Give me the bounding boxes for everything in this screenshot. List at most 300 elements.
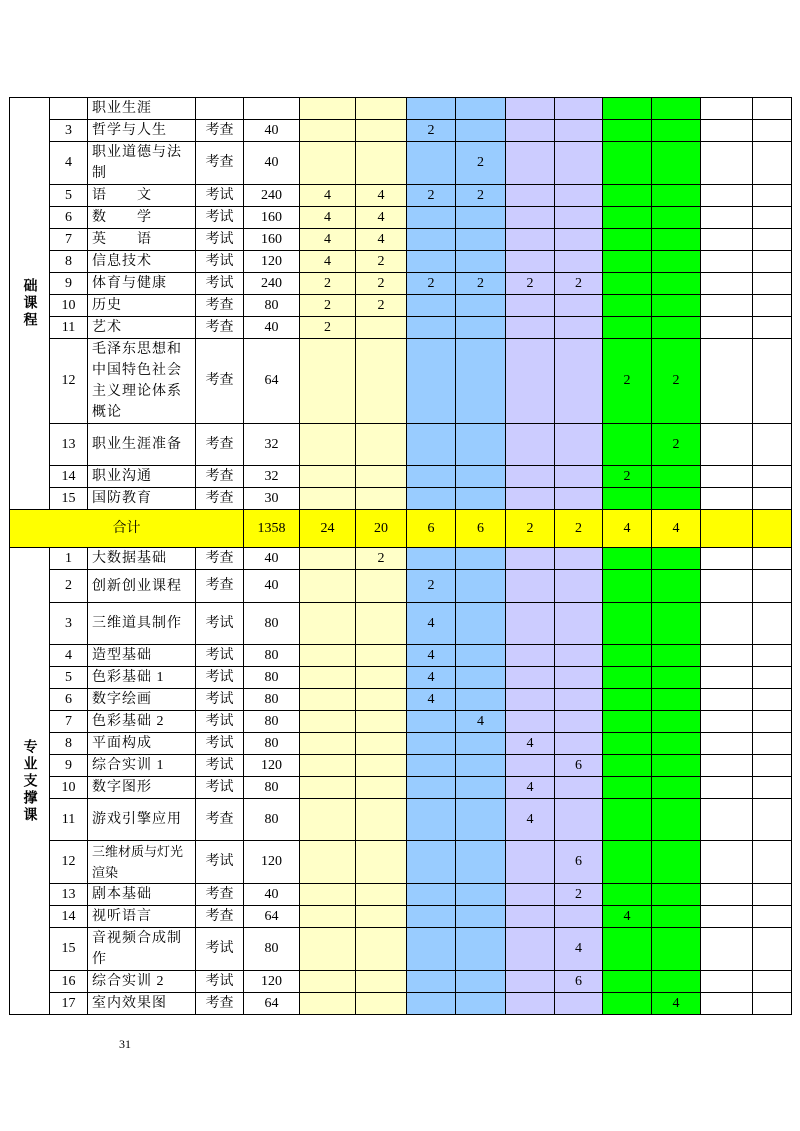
weekly-hours-cell [555,570,603,603]
weekly-hours-cell [407,993,456,1015]
weekly-hours-cell [506,120,555,142]
assessment-type: 考试 [196,841,244,884]
weekly-hours-cell [555,120,603,142]
course-name: 视听语言 [88,906,196,928]
weekly-hours-cell [456,667,506,689]
total-hours: 120 [244,755,300,777]
weekly-hours-cell [555,799,603,841]
course-number: 15 [50,488,88,510]
weekly-hours-cell [603,488,652,510]
weekly-hours-cell [555,733,603,755]
weekly-hours-cell [356,841,407,884]
weekly-hours-cell [300,645,356,667]
course-name: 职业沟通 [88,466,196,488]
weekly-hours-cell [506,424,555,466]
weekly-hours-cell [701,799,753,841]
weekly-hours-cell [652,971,701,993]
weekly-hours-cell [753,667,792,689]
weekly-hours-cell [555,993,603,1015]
total-weekly-cell: 2 [555,510,603,548]
course-number: 9 [50,755,88,777]
course-number: 9 [50,273,88,295]
weekly-hours-cell [652,142,701,185]
assessment-type: 考查 [196,317,244,339]
total-hours: 160 [244,207,300,229]
total-hours: 32 [244,466,300,488]
course-name: 游戏引擎应用 [88,799,196,841]
course-name: 语 文 [88,185,196,207]
weekly-hours-cell [701,603,753,645]
weekly-hours-cell [652,928,701,971]
weekly-hours-cell [701,906,753,928]
weekly-hours-cell: 4 [407,667,456,689]
weekly-hours-cell [652,841,701,884]
assessment-type: 考查 [196,570,244,603]
weekly-hours-cell [603,98,652,120]
total-hours: 30 [244,488,300,510]
weekly-hours-cell [701,841,753,884]
total-hours: 80 [244,295,300,317]
weekly-hours-cell [701,548,753,570]
weekly-hours-cell [506,548,555,570]
course-number: 12 [50,339,88,424]
weekly-hours-cell [701,229,753,251]
weekly-hours-cell [356,142,407,185]
course-row [10,488,792,510]
weekly-hours-cell [753,120,792,142]
weekly-hours-cell: 2 [603,466,652,488]
weekly-hours-cell [407,928,456,971]
weekly-hours-cell [356,777,407,799]
assessment-type: 考查 [196,424,244,466]
course-number: 5 [50,667,88,689]
weekly-hours-cell [652,667,701,689]
assessment-type: 考试 [196,229,244,251]
course-number: 6 [50,207,88,229]
course-row [10,645,792,667]
course-row [10,884,792,906]
weekly-hours-cell [407,777,456,799]
weekly-hours-cell [753,777,792,799]
weekly-hours-cell [356,928,407,971]
weekly-hours-cell [407,971,456,993]
weekly-hours-cell: 2 [407,120,456,142]
weekly-hours-cell: 2 [300,295,356,317]
weekly-hours-cell [701,251,753,273]
weekly-hours-cell [300,777,356,799]
assessment-type: 考试 [196,689,244,711]
course-number: 6 [50,689,88,711]
weekly-hours-cell [407,548,456,570]
weekly-hours-cell [701,295,753,317]
course-number: 3 [50,603,88,645]
weekly-hours-cell [753,273,792,295]
course-name: 信息技术 [88,251,196,273]
course-name: 色彩基础 1 [88,667,196,689]
weekly-hours-cell [603,185,652,207]
weekly-hours-cell: 4 [407,645,456,667]
weekly-hours-cell [701,971,753,993]
weekly-hours-cell [603,884,652,906]
weekly-hours-cell [701,185,753,207]
weekly-hours-cell [701,993,753,1015]
assessment-type: 考查 [196,295,244,317]
weekly-hours-cell [300,993,356,1015]
total-hours: 80 [244,689,300,711]
weekly-hours-cell [652,733,701,755]
total-weekly-cell: 24 [300,510,356,548]
weekly-hours-cell [701,424,753,466]
page-number: 31 [119,1037,131,1051]
course-row [10,424,792,466]
total-hours: 240 [244,185,300,207]
weekly-hours-cell [456,799,506,841]
weekly-hours-cell [356,424,407,466]
weekly-hours-cell [456,777,506,799]
weekly-hours-cell [652,603,701,645]
weekly-hours-cell [753,317,792,339]
course-name: 职业生涯 [88,98,196,120]
weekly-hours-cell: 2 [555,884,603,906]
weekly-hours-cell [753,251,792,273]
course-number: 7 [50,711,88,733]
course-name: 职业生涯准备 [88,424,196,466]
weekly-hours-cell [555,207,603,229]
course-row [10,799,792,841]
course-row [10,273,792,295]
weekly-hours-cell [506,841,555,884]
weekly-hours-cell [300,906,356,928]
course-number: 1 [50,548,88,570]
weekly-hours-cell [701,466,753,488]
weekly-hours-cell [506,317,555,339]
weekly-hours-cell [603,548,652,570]
weekly-hours-cell [300,339,356,424]
course-row [10,295,792,317]
weekly-hours-cell [356,993,407,1015]
total-weekly-cell: 20 [356,510,407,548]
weekly-hours-cell [555,711,603,733]
course-name: 色彩基础 2 [88,711,196,733]
weekly-hours-cell [753,603,792,645]
weekly-hours-cell [603,645,652,667]
weekly-hours-cell [300,98,356,120]
weekly-hours-cell [555,906,603,928]
weekly-hours-cell [407,98,456,120]
weekly-hours-cell [652,906,701,928]
weekly-hours-cell [701,317,753,339]
weekly-hours-cell [652,777,701,799]
weekly-hours-cell [753,799,792,841]
weekly-hours-cell [555,339,603,424]
total-weekly-cell: 4 [652,510,701,548]
weekly-hours-cell [753,755,792,777]
weekly-hours-cell: 4 [300,251,356,273]
weekly-hours-cell [603,120,652,142]
total-hours: 80 [244,645,300,667]
weekly-hours-cell: 6 [555,755,603,777]
assessment-type: 考查 [196,906,244,928]
total-hours: 80 [244,733,300,755]
weekly-hours-cell [456,339,506,424]
assessment-type: 考查 [196,799,244,841]
course-row [10,98,792,120]
weekly-hours-cell [456,884,506,906]
weekly-hours-cell [506,928,555,971]
weekly-hours-cell: 4 [506,777,555,799]
weekly-hours-cell [407,799,456,841]
weekly-hours-cell [407,317,456,339]
weekly-hours-cell [300,120,356,142]
course-number: 11 [50,317,88,339]
assessment-type: 考查 [196,339,244,424]
weekly-hours-cell [753,207,792,229]
total-hours: 120 [244,841,300,884]
weekly-hours-cell [555,317,603,339]
weekly-hours-cell [555,667,603,689]
course-number: 17 [50,993,88,1015]
assessment-type: 考试 [196,251,244,273]
total-hours: 80 [244,603,300,645]
weekly-hours-cell [456,603,506,645]
weekly-hours-cell [701,928,753,971]
weekly-hours-cell [300,424,356,466]
assessment-type: 考试 [196,733,244,755]
weekly-hours-cell [603,251,652,273]
course-row [10,971,792,993]
weekly-hours-cell [300,711,356,733]
course-number: 4 [50,142,88,185]
course-name: 国防教育 [88,488,196,510]
weekly-hours-cell [603,667,652,689]
course-number: 3 [50,120,88,142]
weekly-hours-cell [652,229,701,251]
weekly-hours-cell [300,488,356,510]
weekly-hours-cell: 4 [407,603,456,645]
weekly-hours-cell [407,755,456,777]
weekly-hours-cell [506,645,555,667]
course-number: 12 [50,841,88,884]
total-hours: 40 [244,120,300,142]
weekly-hours-cell [753,295,792,317]
assessment-type: 考试 [196,273,244,295]
weekly-hours-cell [753,906,792,928]
weekly-hours-cell: 4 [456,711,506,733]
weekly-hours-cell [555,777,603,799]
weekly-hours-cell [753,993,792,1015]
weekly-hours-cell [456,424,506,466]
total-hours: 40 [244,570,300,603]
assessment-type: 考查 [196,142,244,185]
weekly-hours-cell: 2 [356,251,407,273]
weekly-hours-cell [603,603,652,645]
total-label: 合计 [10,510,244,548]
course-number: 13 [50,424,88,466]
weekly-hours-cell [506,488,555,510]
weekly-hours-cell [506,884,555,906]
weekly-hours-cell [456,928,506,971]
weekly-hours-cell: 2 [407,273,456,295]
weekly-hours-cell: 2 [555,273,603,295]
course-name: 数字图形 [88,777,196,799]
weekly-hours-cell [300,142,356,185]
weekly-hours-cell [456,570,506,603]
weekly-hours-cell [701,570,753,603]
weekly-hours-cell [300,884,356,906]
category-professional-support: 专业支撑课 [10,548,50,1015]
weekly-hours-cell [506,466,555,488]
weekly-hours-cell [753,971,792,993]
weekly-hours-cell [753,142,792,185]
weekly-hours-cell [652,711,701,733]
weekly-hours-cell [753,185,792,207]
weekly-hours-cell [506,570,555,603]
course-row [10,993,792,1015]
weekly-hours-cell [701,142,753,185]
weekly-hours-cell: 4 [356,207,407,229]
weekly-hours-cell [456,645,506,667]
weekly-hours-cell [456,317,506,339]
course-row [10,711,792,733]
weekly-hours-cell [652,251,701,273]
weekly-hours-cell [753,339,792,424]
total-weekly-cell: 2 [506,510,555,548]
course-name: 毛泽东思想和中国特色社会主义理论体系概论 [88,339,196,424]
course-row [10,603,792,645]
weekly-hours-cell [506,689,555,711]
weekly-hours-cell [652,98,701,120]
weekly-hours-cell [603,755,652,777]
total-weekly-cell: 6 [456,510,506,548]
course-number: 7 [50,229,88,251]
weekly-hours-cell [356,971,407,993]
weekly-hours-cell [753,424,792,466]
total-weekly-cell: 4 [603,510,652,548]
weekly-hours-cell [652,799,701,841]
weekly-hours-cell [603,295,652,317]
weekly-hours-cell [300,667,356,689]
weekly-hours-cell: 2 [456,273,506,295]
total-hours: 80 [244,711,300,733]
weekly-hours-cell [603,142,652,185]
course-number: 16 [50,971,88,993]
weekly-hours-cell [506,207,555,229]
weekly-hours-cell [407,424,456,466]
weekly-hours-cell [555,142,603,185]
course-row [10,733,792,755]
weekly-hours-cell [456,733,506,755]
course-name: 数字绘画 [88,689,196,711]
course-row [10,841,792,884]
course-number: 10 [50,295,88,317]
weekly-hours-cell [407,841,456,884]
weekly-hours-cell [652,755,701,777]
weekly-hours-cell [300,689,356,711]
course-row [10,229,792,251]
course-name: 三维材质与灯光渲染 [88,841,196,884]
course-number: 14 [50,906,88,928]
weekly-hours-cell [356,689,407,711]
weekly-hours-cell: 2 [652,339,701,424]
weekly-hours-cell [407,339,456,424]
weekly-hours-cell [753,466,792,488]
course-schedule-table [9,97,792,1015]
weekly-hours-cell [300,928,356,971]
course-number: 15 [50,928,88,971]
weekly-hours-cell [555,466,603,488]
total-hours [244,98,300,120]
weekly-hours-cell [603,229,652,251]
weekly-hours-cell [701,711,753,733]
weekly-hours-cell [356,711,407,733]
weekly-hours-cell [603,207,652,229]
weekly-hours-cell [356,98,407,120]
weekly-hours-cell [456,229,506,251]
weekly-hours-cell [356,799,407,841]
weekly-hours-cell: 2 [356,273,407,295]
course-row [10,689,792,711]
course-row [10,755,792,777]
course-name: 造型基础 [88,645,196,667]
weekly-hours-cell [753,645,792,667]
assessment-type: 考试 [196,971,244,993]
weekly-hours-cell: 4 [603,906,652,928]
course-name: 平面构成 [88,733,196,755]
weekly-hours-cell [652,273,701,295]
weekly-hours-cell [456,295,506,317]
weekly-hours-cell [407,229,456,251]
weekly-hours-cell: 4 [300,185,356,207]
course-name: 创新创业课程 [88,570,196,603]
weekly-hours-cell: 4 [506,799,555,841]
weekly-hours-cell: 2 [603,339,652,424]
weekly-hours-cell [506,993,555,1015]
total-hours: 80 [244,667,300,689]
weekly-hours-cell: 2 [407,570,456,603]
weekly-hours-cell [603,273,652,295]
weekly-hours-cell [701,645,753,667]
course-number: 13 [50,884,88,906]
weekly-hours-cell: 4 [652,993,701,1015]
course-name: 综合实训 1 [88,755,196,777]
weekly-hours-cell [652,185,701,207]
weekly-hours-cell [701,339,753,424]
weekly-hours-cell [407,466,456,488]
assessment-type: 考查 [196,993,244,1015]
weekly-hours-cell [701,755,753,777]
weekly-hours-cell [456,466,506,488]
weekly-hours-cell [506,971,555,993]
weekly-hours-cell [753,884,792,906]
weekly-hours-cell [603,711,652,733]
course-name: 历史 [88,295,196,317]
weekly-hours-cell [603,570,652,603]
assessment-type: 考试 [196,603,244,645]
total-hours: 80 [244,928,300,971]
weekly-hours-cell [506,667,555,689]
total-hours: 80 [244,777,300,799]
weekly-hours-cell: 2 [300,273,356,295]
course-number: 11 [50,799,88,841]
assessment-type: 考查 [196,466,244,488]
weekly-hours-cell [356,884,407,906]
weekly-hours-cell: 4 [356,185,407,207]
course-row [10,928,792,971]
weekly-hours-cell [603,993,652,1015]
weekly-hours-cell: 2 [456,185,506,207]
assessment-type: 考查 [196,120,244,142]
weekly-hours-cell [652,689,701,711]
